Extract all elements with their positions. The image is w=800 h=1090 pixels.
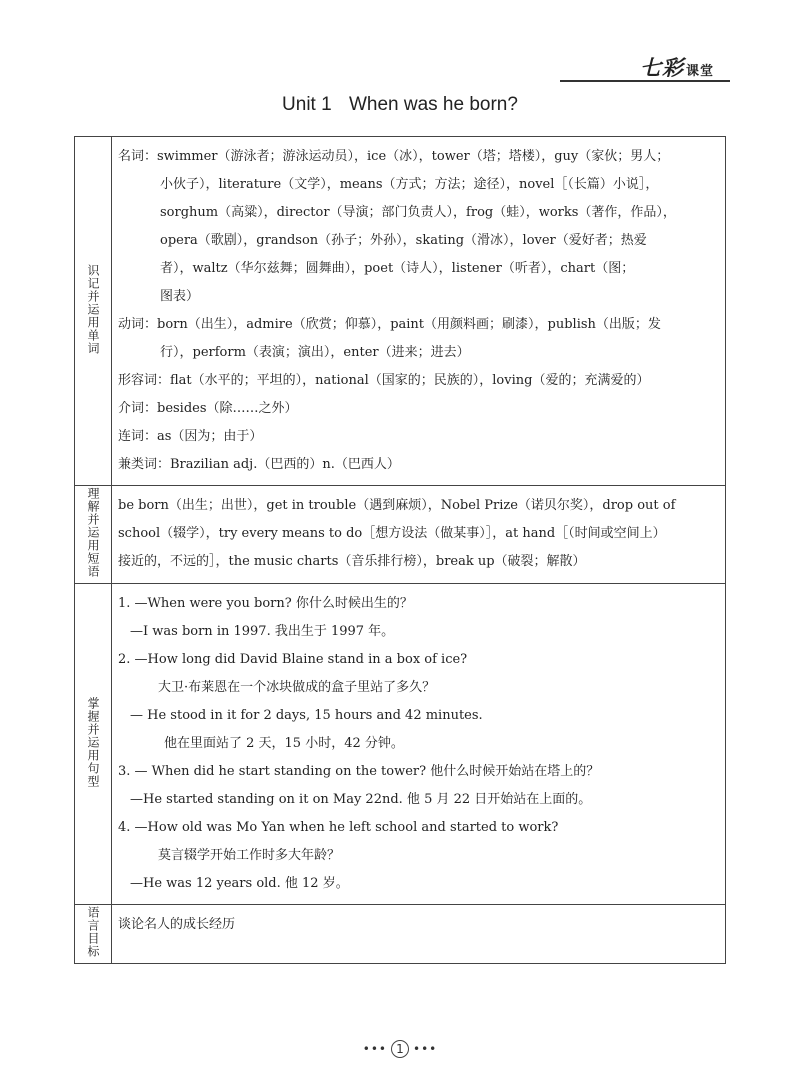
phrases-line-3: 接近的，不远的］，the music charts（音乐排行榜），break up（破裂；解散）: [118, 554, 586, 569]
nouns-line-6: 图表）: [160, 289, 200, 304]
nouns-line-5: 者），waltz（华尔兹舞；圆舞曲），poet（诗人），listener（听者），chart（图；: [160, 261, 635, 276]
unit-label: Unit 1: [282, 94, 332, 115]
phrases-line-2: school（辍学），try every means to do［想方设法（做某事）］，at hand［（时间或空间上）: [118, 526, 666, 541]
brand-sub: 课堂: [686, 64, 715, 79]
sentence-2-question-cn: 大卫·布莱恩在一个冰块做成的盒子里站了多久？: [158, 680, 436, 695]
verbs-line-1: 动词：born（出生），admire（欣赏；仰慕），paint（用颜料画；刷漆），publish（出版；发: [118, 317, 661, 332]
verbs-line-2: 行），perform（表演；演出），enter（进来；进去）: [160, 345, 470, 360]
sentence-2-answer: — He stood in it for 2 days, 15 hours and 42 minutes.: [130, 708, 483, 723]
row-phrases: [75, 486, 726, 584]
page-title: [0, 94, 800, 116]
nouns-line-4: opera（歌剧），grandson（孙子；外孙），skating（滑冰），lover（爱好者；热爱: [160, 233, 647, 248]
nouns-line-2: 小伙子），literature（文学），means（方式；方法；途径），novel［（长篇）小说］，: [160, 177, 659, 192]
sentence-4-answer: —He was 12 years old. 他 12 岁。: [130, 876, 349, 891]
goal-cell: [112, 905, 726, 964]
row-sentences: [75, 584, 726, 905]
page-dots-left: •••: [362, 1042, 387, 1056]
unit-heading: When was he born?: [348, 94, 518, 115]
label-cell-sentences: [75, 584, 112, 905]
words-cell: [112, 137, 726, 486]
label-words: 识记并运用单词: [86, 263, 100, 355]
phrases-cell: [112, 486, 726, 584]
sentence-4-question: 4. —How old was Mo Yan when he left school and started to work?: [118, 820, 559, 835]
sentence-4-question-cn: 莫言辍学开始工作时多大年龄？: [158, 848, 341, 863]
label-phrases: 理解并运用短语: [86, 487, 100, 578]
conjunctions-line: 连词：as（因为；由于）: [118, 429, 263, 444]
sentence-2-answer-cn: 他在里面站了 2 天，15 小时，42 分钟。: [164, 736, 404, 751]
page-number: [0, 1040, 800, 1058]
row-goal: [75, 905, 726, 964]
adjectives-line: 形容词：flat（水平的；平坦的），national（国家的；民族的），loving（爱的；充满爱的）: [118, 373, 650, 388]
sentence-2-question: 2. —How long did David Blaine stand in a box of ice?: [118, 652, 468, 667]
label-cell-words: [75, 137, 112, 486]
sentence-3-answer: —He started standing on it on May 22nd. 他 5 月 22 日开始站在上面的。: [130, 792, 592, 807]
row-words: [75, 137, 726, 486]
nouns-line-1: 名词：swimmer（游泳者；游泳运动员），ice（冰），tower（塔；塔楼），guy（家伙；男人；: [118, 149, 670, 164]
prepositions-line: 介词：besides（除……之外）: [118, 401, 298, 416]
dual-class-line: 兼类词：Brazilian adj.（巴西的）n.（巴西人）: [118, 457, 400, 472]
phrases-line-1: be born（出生；出世），get in trouble（遇到麻烦），Nobel Prize（诺贝尔奖），drop out of: [118, 498, 676, 513]
page-dots-right: •••: [413, 1042, 438, 1056]
page-number-value: 1: [391, 1040, 409, 1058]
brand-logo: [640, 52, 730, 80]
sentence-3-question: 3. — When did he start standing on the tower? 他什么时候开始站在塔上的？: [118, 764, 600, 779]
label-cell-phrases: [75, 486, 112, 584]
sentences-cell: [112, 584, 726, 905]
sentence-1-answer: —I was born in 1997. 我出生于 1997 年。: [130, 624, 395, 639]
label-goal: 语言目标: [86, 906, 100, 958]
label-cell-goal: [75, 905, 112, 964]
goal-text: 谈论名人的成长经历: [118, 917, 236, 932]
label-sentences: 掌握并运用句型: [86, 696, 100, 788]
sentence-1-question: 1. —When were you born? 你什么时候出生的？: [118, 596, 413, 611]
content-table: [74, 136, 726, 964]
nouns-line-3: sorghum（高粱），director（导演；部门负责人），frog（蛙），works（著作，作品），: [160, 205, 676, 220]
brand-name: 七彩: [640, 56, 684, 80]
header-rule: [560, 80, 730, 82]
